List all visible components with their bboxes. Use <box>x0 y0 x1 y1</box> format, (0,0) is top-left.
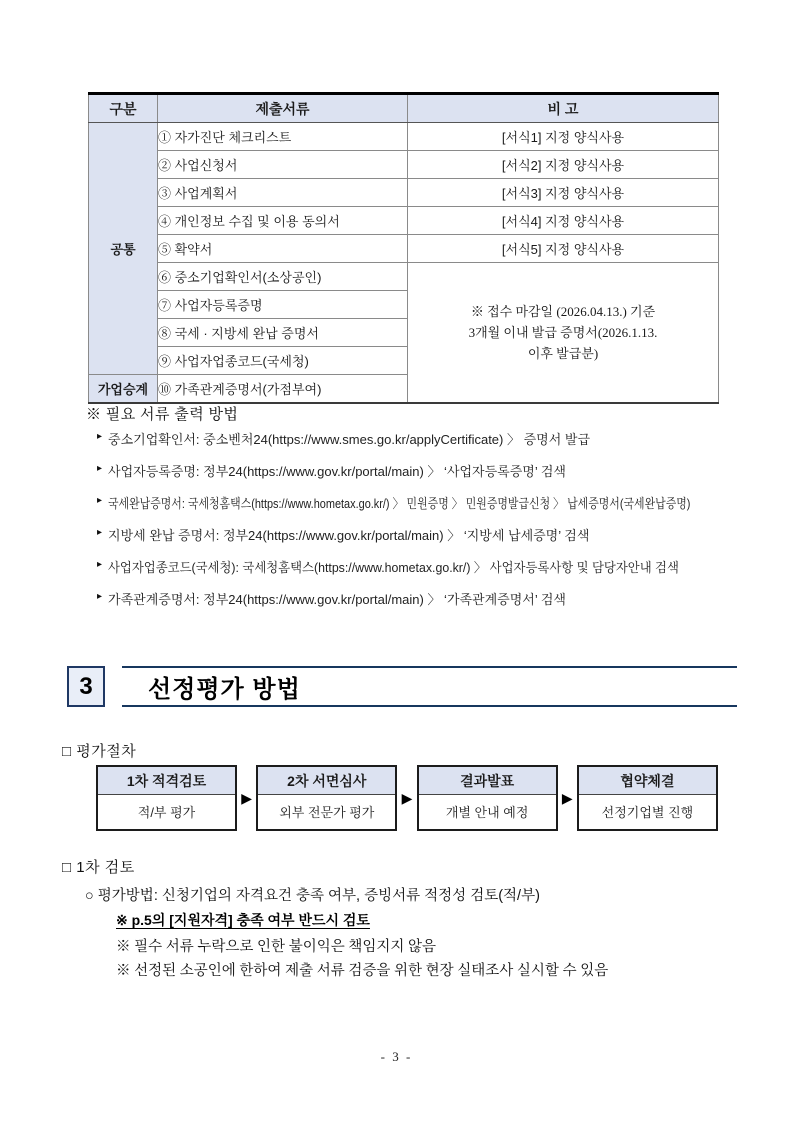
submission-documents-table <box>88 92 719 404</box>
list-item <box>97 429 737 448</box>
note-cell: [서식2] 지정 양식사용 <box>408 151 719 179</box>
doc-cell: ① 자가진단 체크리스트 <box>158 123 408 151</box>
note-cell: [서식4] 지정 양식사용 <box>408 207 719 235</box>
flow-step-title: 2차 서면심사 <box>258 767 395 795</box>
flow-step-title: 협약체결 <box>579 767 716 795</box>
list-item-text: 사업자등록증명: 정부24(https://www.gov.kr/portal/main) 〉 ‘사업자등록증명’ 검색 <box>108 464 566 479</box>
print-methods-list <box>97 429 737 621</box>
group-common: 공통 <box>89 123 158 375</box>
flow-step-desc: 적/부 평가 <box>137 805 196 820</box>
note-cell: [서식1] 지정 양식사용 <box>408 123 719 151</box>
doc-cell: ⑤ 확약서 <box>158 235 408 263</box>
print-methods-title: ※ 필요 서류 출력 방법 <box>86 407 239 423</box>
list-item <box>97 493 737 512</box>
list-item <box>97 589 737 608</box>
arrow-right-icon: ▶ <box>241 790 253 806</box>
list-item-text: 지방세 완납 증명서: 정부24(https://www.gov.kr/portal/main) 〉 ‘지방세 납세증명’ 검색 <box>108 528 590 543</box>
flow-step-desc: 개별 안내 예정 <box>445 805 529 820</box>
list-item <box>97 525 737 544</box>
emphasis-note: ※ p.5의 [지원자격] 충족 여부 반드시 검토 <box>116 912 370 928</box>
arrow-right-icon: ▶ <box>561 790 573 806</box>
triangle-bullet-icon: ▸ <box>97 591 103 602</box>
remark-line: ※ 접수 마감일 (2026.04.13.) 기준 <box>470 303 656 319</box>
note-text: ※ 선정된 소공인에 한하여 제출 서류 검증을 위한 현장 실태조사 실시할 수 있음 <box>116 963 609 979</box>
remark-line: 이후 발급분) <box>527 346 599 362</box>
note-text: ※ 필수 서류 누락으로 인한 불이익은 책임지지 않음 <box>116 939 437 955</box>
section-title: 선정평가 방법 <box>122 666 737 707</box>
table-row <box>89 123 719 151</box>
flow-step-3 <box>417 765 558 831</box>
note-cell: [서식3] 지정 양식사용 <box>408 179 719 207</box>
arrow-right-icon: ▶ <box>401 790 413 806</box>
flow-step-desc: 선정기업별 진행 <box>601 805 694 820</box>
doc-cell: ⑧ 국세 · 지방세 완납 증명서 <box>158 319 408 347</box>
header-documents: 제출서류 <box>158 94 408 123</box>
page-number: - 3 - <box>380 1049 413 1064</box>
flow-step-title: 결과발표 <box>419 767 556 795</box>
header-category: 구분 <box>89 94 158 123</box>
table-row <box>89 235 719 263</box>
table-row <box>89 151 719 179</box>
flow-step-2 <box>256 765 397 831</box>
section-header <box>67 666 737 707</box>
section-number-badge: 3 <box>67 666 105 707</box>
table-row <box>89 207 719 235</box>
triangle-bullet-icon: ▸ <box>97 527 103 538</box>
note-cell: [서식5] 지정 양식사용 <box>408 235 719 263</box>
doc-cell: ⑨ 사업자업종코드(국세청) <box>158 347 408 375</box>
triangle-bullet-icon: ▸ <box>97 495 103 506</box>
group-succession: 가업승계 <box>89 375 158 404</box>
doc-cell: ② 사업신청서 <box>158 151 408 179</box>
list-item-text: 중소기업확인서: 중소벤처24(https://www.smes.go.kr/applyCertificate) 〉 증명서 발급 <box>108 432 590 447</box>
doc-cell: ⑥ 중소기업확인서(소상공인) <box>158 263 408 291</box>
doc-cell: ⑩ 가족관계증명서(가점부여) <box>158 375 408 404</box>
header-remarks: 비 고 <box>408 94 719 123</box>
table-row <box>89 179 719 207</box>
table-row <box>89 263 719 291</box>
flow-step-title: 1차 적격검토 <box>98 767 235 795</box>
list-item-text: 사업자업종코드(국세청): 국세청홈택스(https://www.hometax.go.kr/) 〉 사업자등록사항 및 담당자안내 검색 <box>108 560 679 575</box>
doc-cell: ④ 개인정보 수집 및 이용 동의서 <box>158 207 408 235</box>
triangle-bullet-icon: ▸ <box>97 559 103 570</box>
flow-step-4 <box>577 765 718 831</box>
list-item <box>97 461 737 480</box>
remark-line: 3개월 이내 발급 증명서(2026.1.13. <box>468 324 658 340</box>
merged-remark-cell <box>408 263 719 404</box>
list-item-text: 가족관계증명서: 정부24(https://www.gov.kr/portal/main) 〉 ‘가족관계증명서’ 검색 <box>108 592 566 607</box>
first-review-label: □ 1차 검토 <box>62 859 135 876</box>
flow-step-desc: 외부 전문가 평가 <box>279 805 375 820</box>
table-header-row <box>89 94 719 123</box>
list-item-text: 국세완납증명서: 국세청홈택스(https://www.hometax.go.kr/) 〉 민원증명 〉 민원증명발급신청 〉 납세증명서(국세완납증명) <box>108 496 691 511</box>
procedure-flow <box>96 765 718 831</box>
evaluation-method-text: ○ 평가방법: 신청기업의 자격요건 충족 여부, 증빙서류 적정성 검토(적/부) <box>85 888 540 904</box>
flow-step-1 <box>96 765 237 831</box>
triangle-bullet-icon: ▸ <box>97 463 103 474</box>
triangle-bullet-icon: ▸ <box>97 431 103 442</box>
list-item <box>97 557 737 576</box>
doc-cell: ③ 사업계획서 <box>158 179 408 207</box>
doc-cell: ⑦ 사업자등록증명 <box>158 291 408 319</box>
procedure-label: □ 평가절차 <box>62 743 137 760</box>
